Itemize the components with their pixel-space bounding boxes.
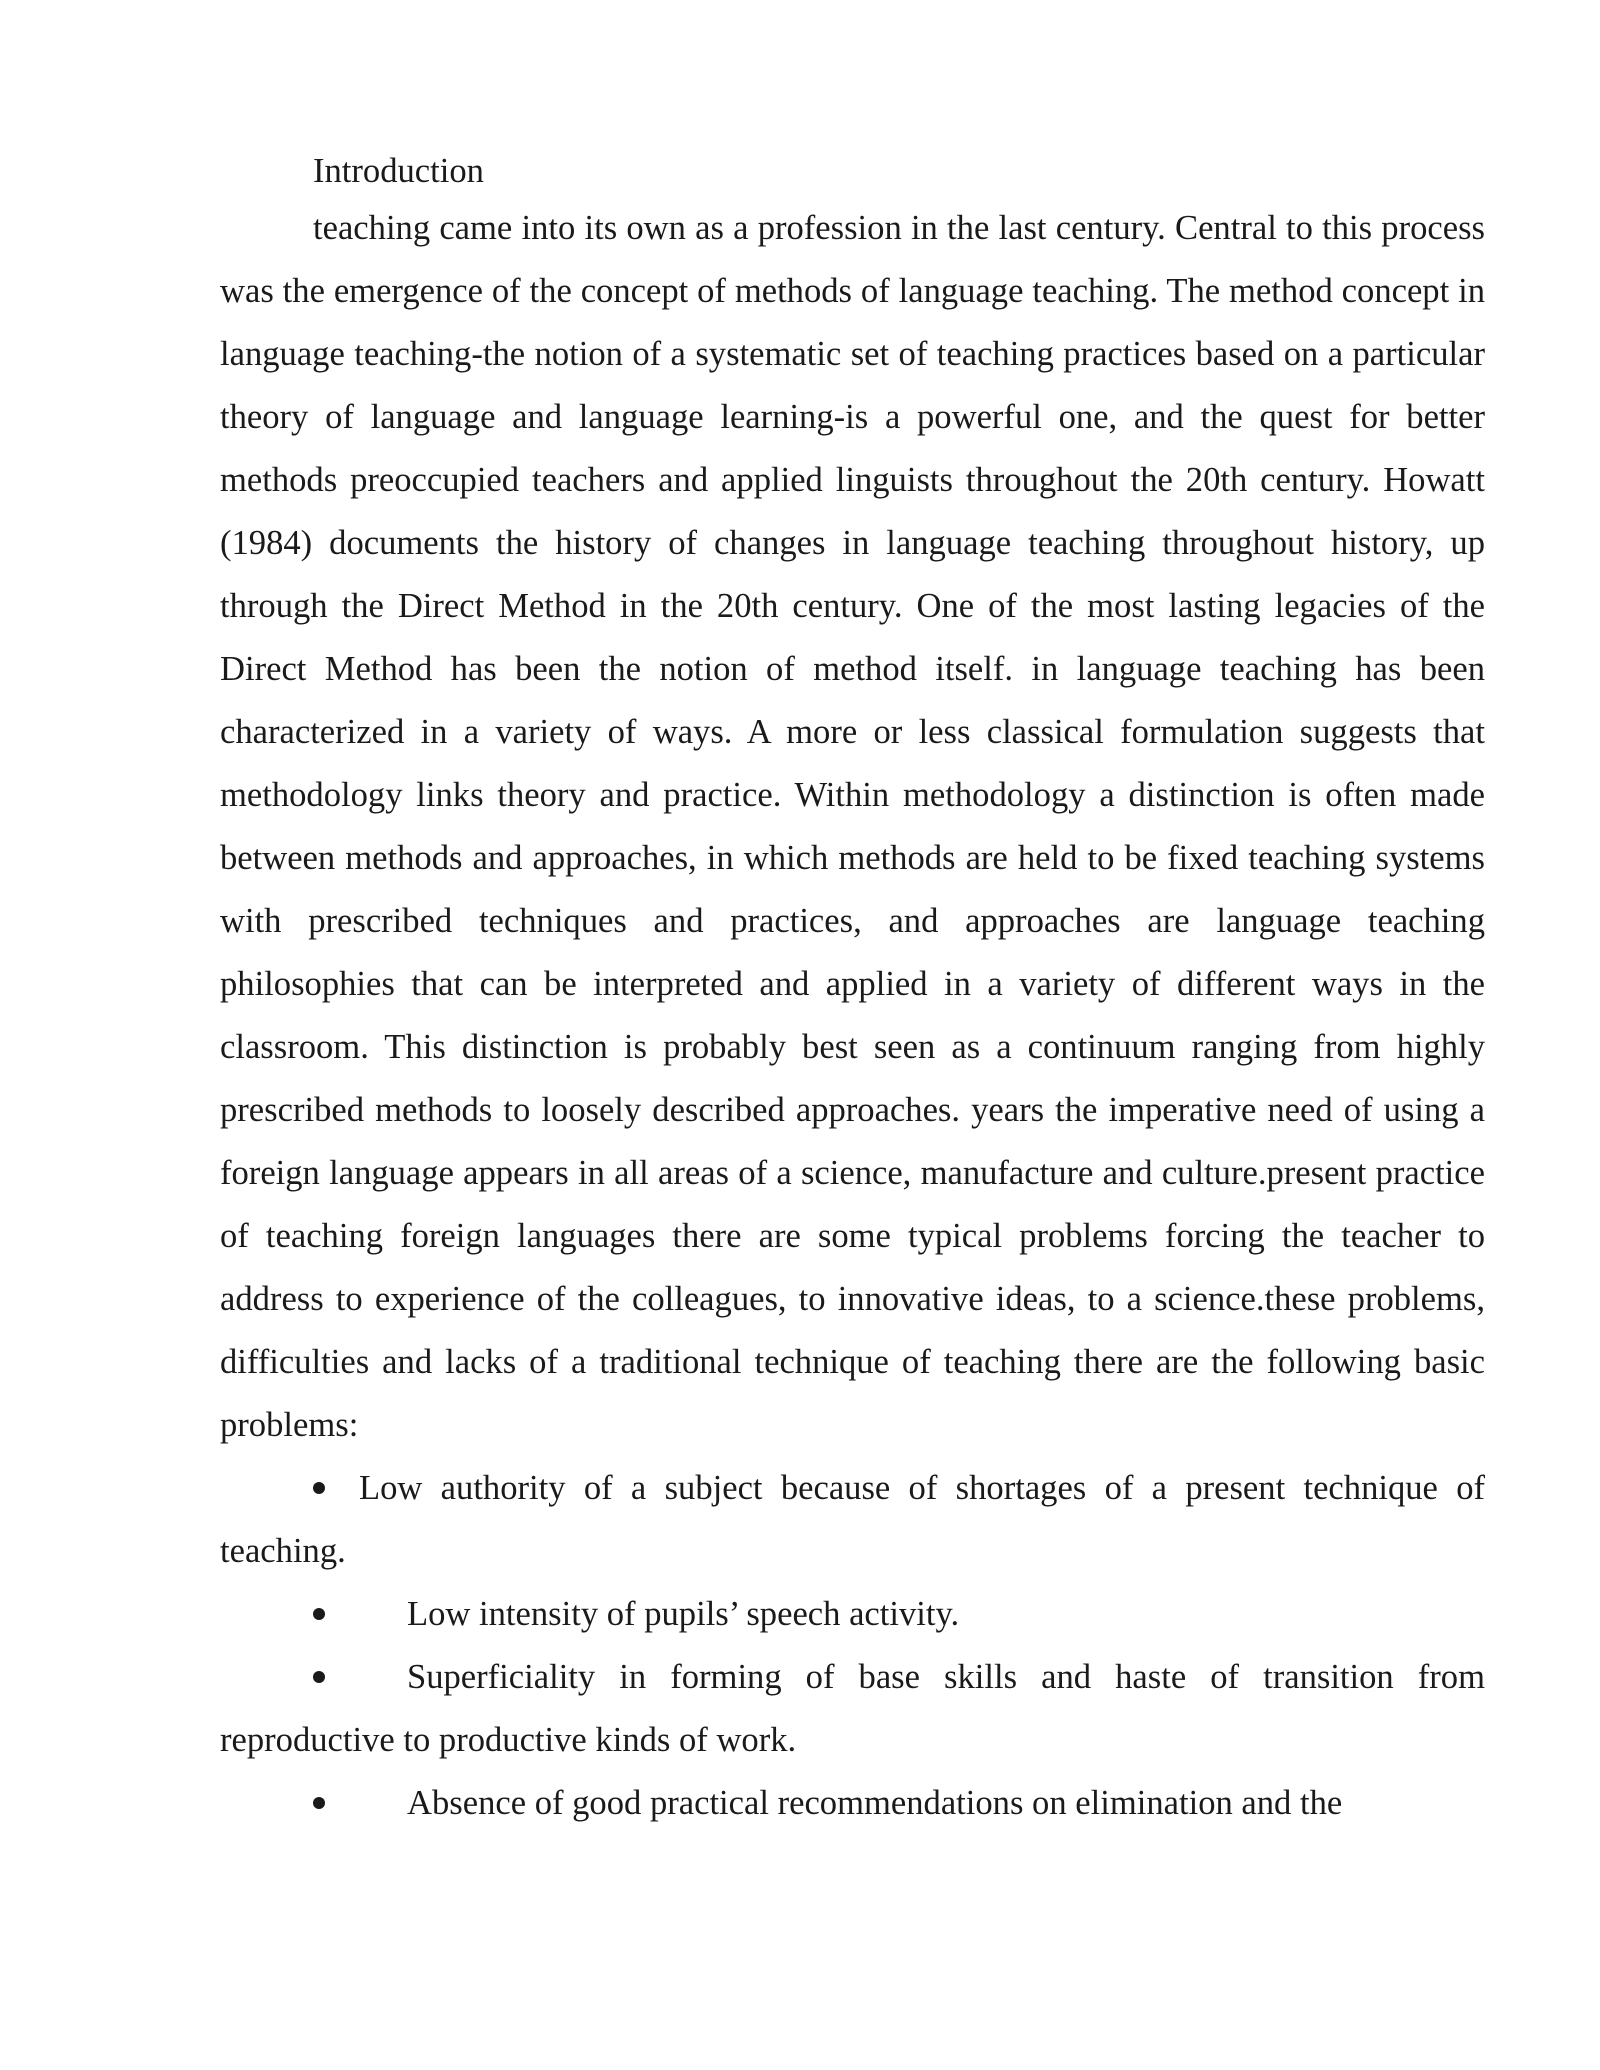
list-item-text: Low intensity of pupils’ speech activity.: [407, 1595, 960, 1633]
bullet-icon: [313, 1797, 325, 1809]
bullet-icon: [313, 1671, 325, 1683]
problem-list: [220, 1457, 1485, 1835]
body-paragraph: teaching came into its own as a profession in the last century. Central to this process was the emergence of the concept of methods of language teaching. The method concept in language teaching-the notion of a systematic set of teaching practices based on a particular theory of language and language learning-is a powerful one, and the quest for better methods preoccupied teachers and applied linguists throughout the 20th century. Howatt (1984) documents the history of changes in language teaching throughout history, up through the Direct Method in the 20th century. One of the most lasting legacies of the Direct Method has been the notion of method itself. in language teaching has been characterized in a variety of ways. A more or less classical formulation suggests that methodology links theory and practice. Within methodology a distinction is often made between methods and approaches, in which methods are held to be fixed teaching systems with prescribed techniques and practices, and approaches are language teaching philosophies that can be interpreted and applied in a variety of different ways in the classroom. This distinction is probably best seen as a continuum ranging from highly prescribed methods to loosely described approaches. years the imperative need of using a foreign language appears in all areas of a science, manufacture and culture.present practice of teaching foreign languages there are some typical problems forcing the teacher to address to experience of the colleagues, to innovative ideas, to a science.these problems, difficulties and lacks of a traditional technique of teaching there are the following basic problems:: [220, 209, 1485, 1444]
list-item: [220, 1583, 1485, 1646]
document-body: [220, 145, 1485, 1835]
list-item-text: Low authority of a subject because of shortages of a present technique of teaching.: [220, 1469, 1485, 1570]
section-heading: Introduction: [313, 152, 484, 190]
bullet-icon: [313, 1482, 325, 1494]
bullet-icon: [313, 1608, 325, 1620]
list-item: [220, 1457, 1485, 1583]
list-item: [220, 1646, 1485, 1772]
list-item: [220, 1772, 1485, 1835]
list-item-text: Superficiality in forming of base skills and haste of transition from reproductive to productive kinds of work.: [220, 1658, 1485, 1759]
list-item-text: Absence of good practical recommendations on elimination and the: [407, 1784, 1343, 1822]
